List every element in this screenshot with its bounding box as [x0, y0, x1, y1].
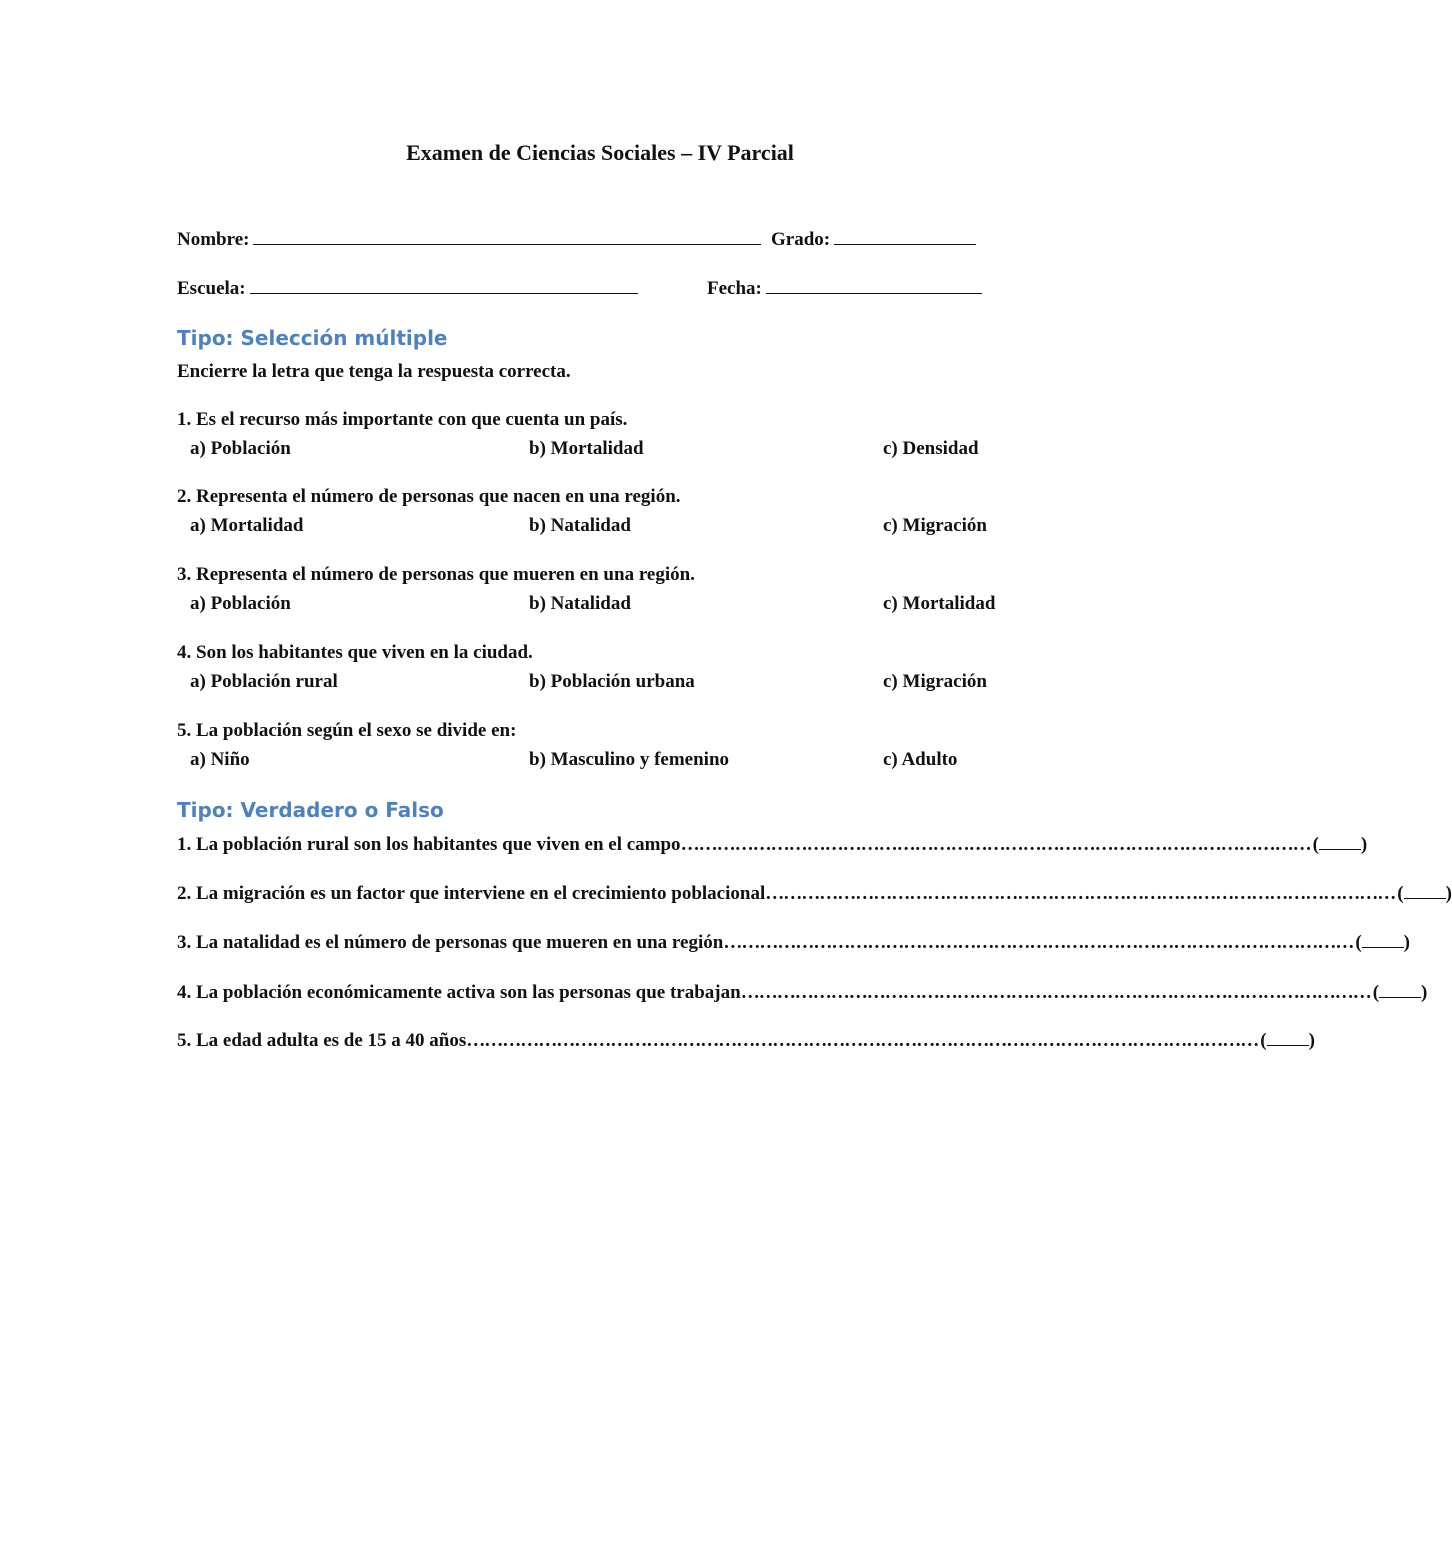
option-b[interactable]: b) Población urbana [529, 671, 695, 692]
leader-dots: …………………………………………………………………………………………… [765, 883, 1396, 904]
option-b[interactable]: b) Masculino y femenino [529, 749, 730, 770]
date-label: Fecha: [707, 278, 762, 299]
exam-title: Examen de Ciencias Sociales – IV Parcial [406, 140, 794, 165]
leader-dots: …………………………………………………………………………………………… [723, 932, 1354, 953]
leader-dots: …………………………………………………………………………………………………………………… [466, 1030, 1259, 1051]
answer-blank[interactable]: ( ) [1260, 1030, 1315, 1051]
option-b[interactable]: b) Mortalidad [529, 438, 644, 459]
leader-dots: …………………………………………………………………………………………… [740, 982, 1371, 1003]
school-label: Escuela: [177, 278, 246, 299]
option-a[interactable]: a) Mortalidad [190, 515, 304, 536]
name-blank-line[interactable] [253, 226, 761, 245]
name-grade-row [177, 226, 1007, 250]
grade-label: Grado: [771, 229, 831, 250]
answer-line[interactable] [1319, 833, 1361, 850]
answer-blank[interactable]: ( ) [1397, 883, 1452, 904]
answer-line[interactable] [1362, 931, 1404, 948]
date-blank-line[interactable] [766, 275, 982, 294]
option-a[interactable]: a) Población [190, 593, 291, 614]
tf-statement: 1. La población rural son los habitantes que viven en el campo [177, 834, 681, 855]
tf-item-2 [177, 882, 1452, 905]
option-c[interactable]: c) Migración [883, 671, 987, 692]
school-field[interactable] [177, 275, 638, 300]
question-text: 5. La población según el sexo se divide en: [177, 720, 517, 741]
grade-field[interactable] [771, 226, 976, 251]
tf-statement: 4. La población económicamente activa son las personas que trabajan [177, 982, 741, 1003]
question-text: 4. Son los habitantes que viven en la ciudad. [177, 642, 533, 663]
multiple-choice-instruction: Encierre la letra que tenga la respuesta correcta. [177, 361, 571, 382]
tf-item-4 [177, 981, 1428, 1004]
school-blank-line[interactable] [250, 275, 638, 294]
option-b[interactable]: b) Natalidad [529, 515, 631, 536]
tf-item-3 [177, 931, 1410, 954]
option-a[interactable]: a) Niño [190, 749, 250, 770]
tf-statement: 5. La edad adulta es de 15 a 40 años [177, 1030, 467, 1051]
option-c[interactable]: c) Densidad [883, 438, 979, 459]
name-label: Nombre: [177, 229, 250, 250]
answer-blank[interactable]: ( ) [1355, 932, 1410, 953]
date-field[interactable] [707, 275, 982, 300]
tf-statement: 2. La migración es un factor que interviene en el crecimiento poblacional [177, 883, 766, 904]
option-a[interactable]: a) Población [190, 438, 291, 459]
option-a[interactable]: a) Población rural [190, 671, 338, 692]
option-c[interactable]: c) Mortalidad [883, 593, 996, 614]
option-b[interactable]: b) Natalidad [529, 593, 631, 614]
answer-line[interactable] [1267, 1029, 1309, 1046]
question-text: 1. Es el recurso más importante con que cuenta un país. [177, 409, 628, 430]
answer-blank[interactable]: ( ) [1312, 834, 1368, 855]
tf-statement: 3. La natalidad es el número de personas que mueren en una región [177, 932, 724, 953]
answer-line[interactable] [1404, 882, 1446, 899]
tf-item-5 [177, 1029, 1315, 1052]
option-c[interactable]: c) Adulto [883, 749, 958, 770]
question-text: 3. Representa el número de personas que mueren en una región. [177, 564, 695, 585]
school-date-row [177, 275, 1007, 299]
multiple-choice-heading: Tipo: Selección múltiple [177, 326, 448, 350]
name-field[interactable] [177, 226, 761, 251]
true-false-heading: Tipo: Verdadero o Falso [177, 798, 444, 822]
tf-item-1 [177, 833, 1368, 856]
option-c[interactable]: c) Migración [883, 515, 987, 536]
leader-dots: …………………………………………………………………………………………… [680, 834, 1311, 855]
answer-blank[interactable]: ( ) [1372, 982, 1428, 1003]
grade-blank-line[interactable] [834, 226, 976, 245]
question-text: 2. Representa el número de personas que nacen en una región. [177, 486, 681, 507]
answer-line[interactable] [1379, 981, 1421, 998]
